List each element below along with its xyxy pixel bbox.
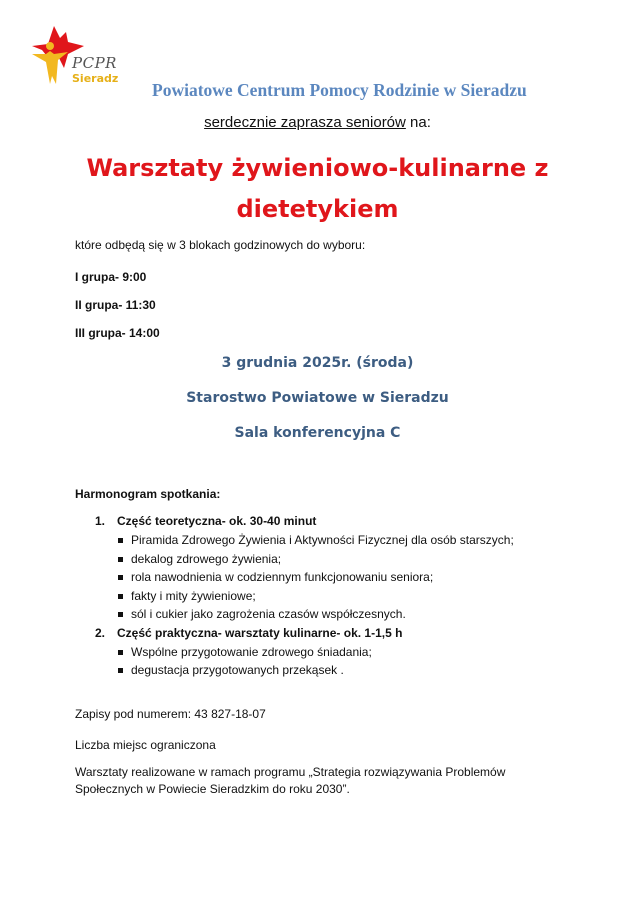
logo-subtext: Sieradz bbox=[72, 72, 119, 85]
bullet-square-icon bbox=[118, 612, 123, 617]
bullet-square-icon bbox=[118, 575, 123, 580]
bullet-square-icon bbox=[118, 594, 123, 599]
schedule-part-1 bbox=[95, 512, 514, 531]
list-item: sól i cukier jako zagrożenia czasów współczesnych. bbox=[95, 605, 514, 624]
group-1: I grupa- 9:00 bbox=[75, 270, 147, 284]
part-label: Część praktyczna- warsztaty kulinarne- ok. 1-1,5 h bbox=[117, 625, 403, 640]
group-3: III grupa- 14:00 bbox=[75, 326, 160, 340]
invitation-rest: na: bbox=[405, 114, 431, 131]
event-title-line1: Warsztaty żywieniowo-kulinarne z bbox=[86, 154, 549, 182]
groups-intro: które odbędą się w 3 blokach godzinowych do wyboru: bbox=[75, 238, 366, 252]
program-note-line2: Społecznych w Powiecie Sieradzkim do roku 2030”. bbox=[75, 782, 350, 796]
list-item: degustacja przygotowanych przekąsek . bbox=[95, 661, 514, 680]
schedule-list bbox=[95, 512, 514, 680]
list-item: Piramida Zdrowego Żywienia i Aktywności Fizycznej dla osób starszych; bbox=[95, 531, 514, 550]
limited-seats: Liczba miejsc ograniczona bbox=[75, 738, 216, 752]
list-item: fakty i mity żywieniowe; bbox=[95, 587, 514, 606]
signup-phone: Zapisy pod numerem: 43 827-18-07 bbox=[75, 707, 266, 721]
bullet-square-icon bbox=[118, 557, 123, 562]
event-venue: Starostwo Powiatowe w Sieradzu bbox=[186, 390, 449, 406]
bullet-square-icon bbox=[118, 650, 123, 655]
organization-name: Powiatowe Centrum Pomocy Rodzinie w Sieradzu bbox=[152, 80, 527, 100]
part-label: Część teoretyczna- ok. 30-40 minut bbox=[117, 514, 317, 528]
event-title-line2: dietetykiem bbox=[236, 195, 399, 223]
schedule-title: Harmonogram spotkania: bbox=[75, 487, 221, 501]
group-2: II grupa- 11:30 bbox=[75, 298, 156, 312]
invitation-underlined: serdecznie zaprasza seniorów bbox=[204, 114, 406, 131]
logo-text: PCPR bbox=[72, 54, 117, 72]
part-number: 2. bbox=[95, 625, 106, 640]
part-number: 1. bbox=[95, 514, 106, 528]
event-room: Sala konferencyjna C bbox=[234, 425, 401, 441]
event-title bbox=[60, 148, 575, 230]
list-item: dekalog zdrowego żywienia; bbox=[95, 550, 514, 569]
schedule-part-2 bbox=[95, 624, 514, 643]
program-note-line1: Warsztaty realizowane w ramach programu „Strategia rozwiązywania Problemów bbox=[75, 765, 506, 779]
bullet-square-icon bbox=[118, 538, 123, 543]
invitation-line bbox=[0, 114, 635, 131]
list-item: rola nawodnienia w codziennym funkcjonowaniu seniora; bbox=[95, 568, 514, 587]
list-item: Wspólne przygotowanie zdrowego śniadania; bbox=[95, 643, 514, 662]
event-date: 3 grudnia 2025r. (środa) bbox=[221, 355, 414, 371]
pcpr-logo bbox=[28, 24, 128, 94]
bullet-square-icon bbox=[118, 668, 123, 673]
